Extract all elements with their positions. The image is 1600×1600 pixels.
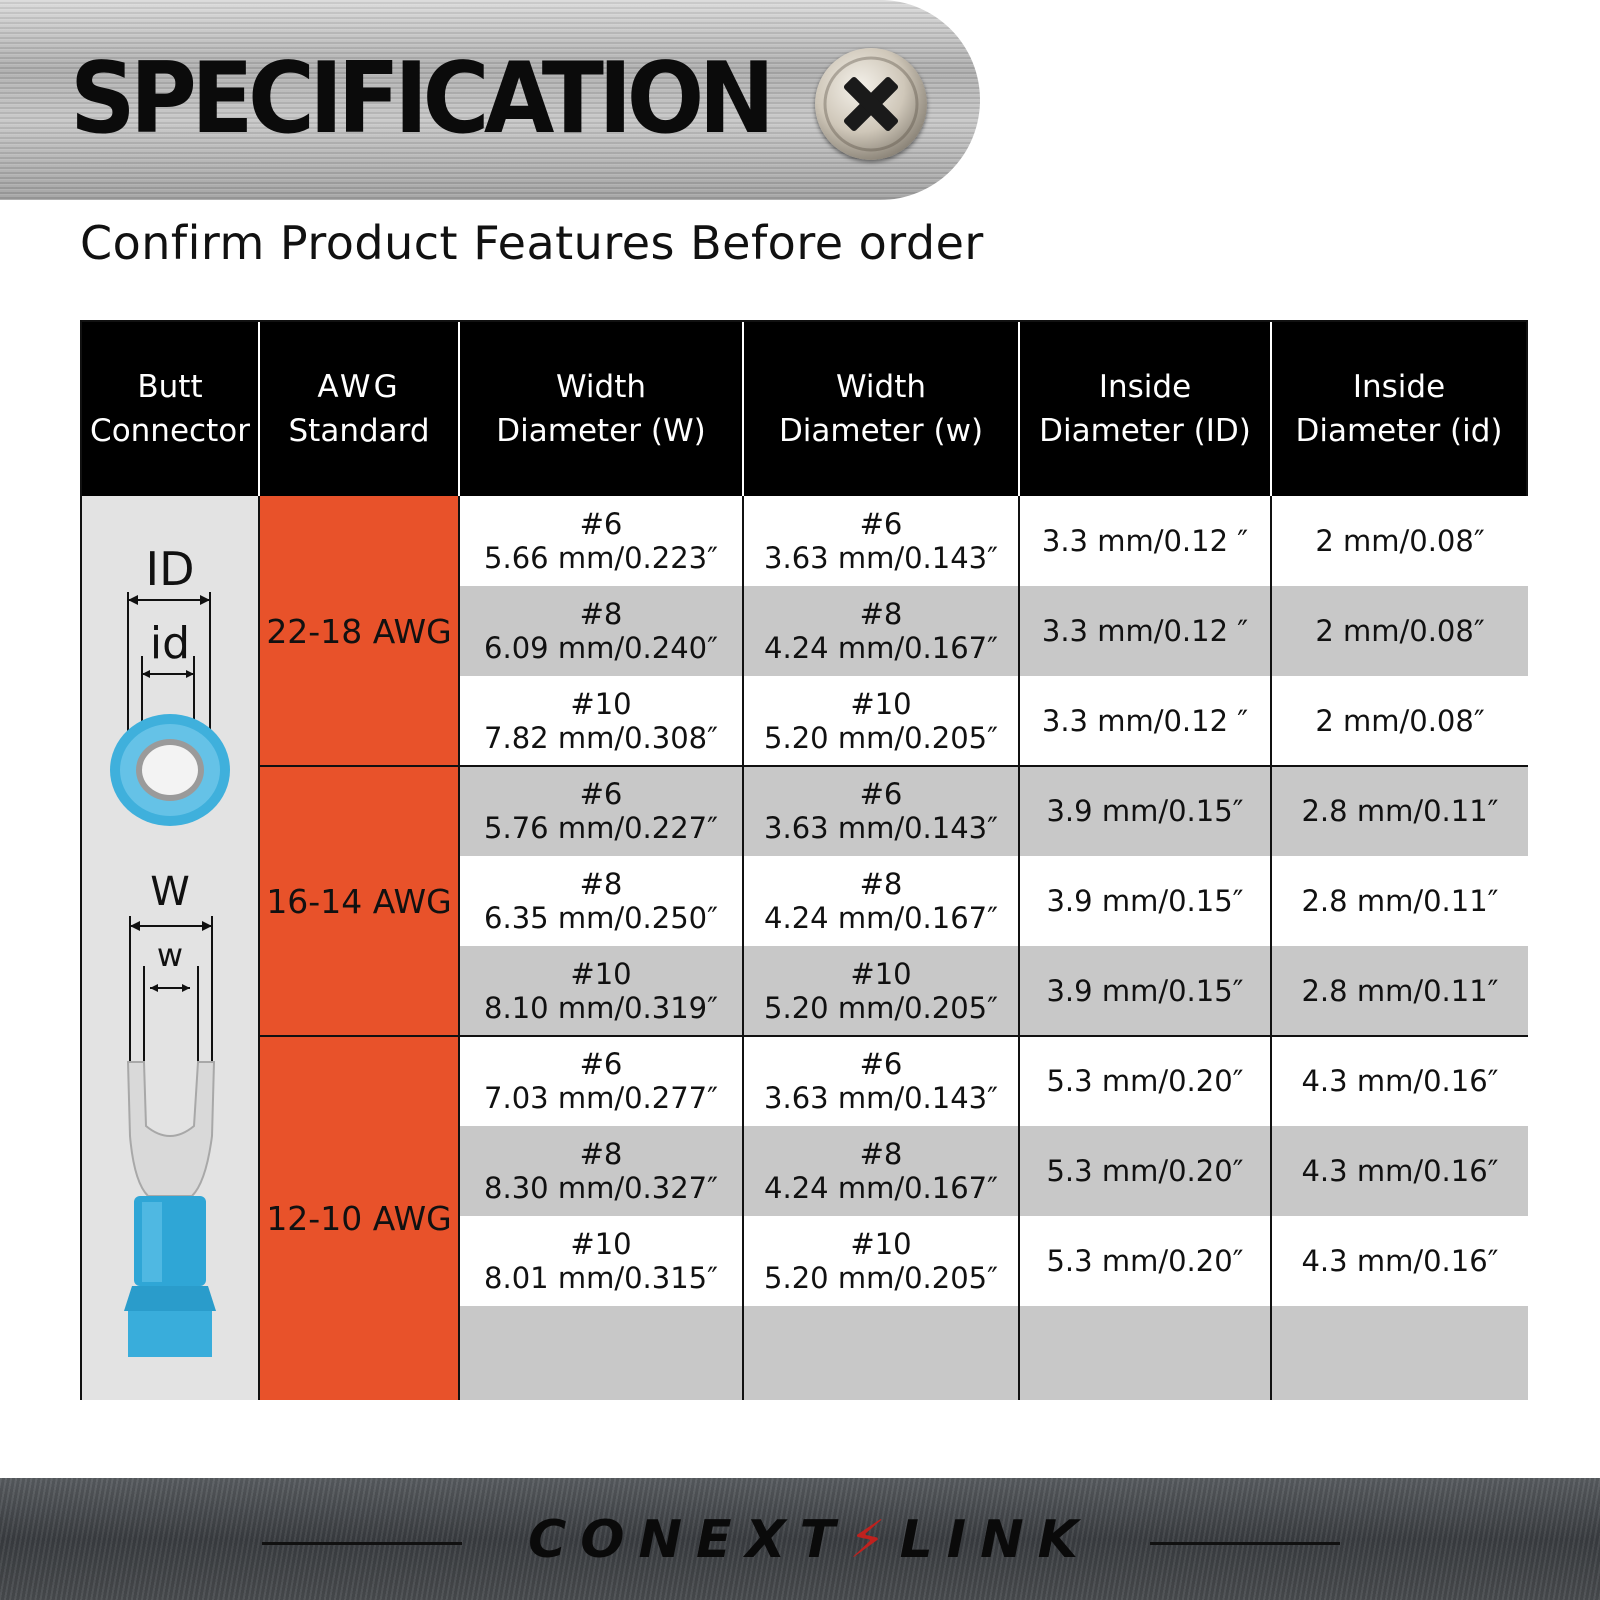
page-subtitle: Confirm Product Features Before order	[80, 216, 984, 270]
header-line: Diameter (w)	[778, 413, 984, 449]
header-butt-connector	[82, 322, 260, 496]
size-label: #6	[859, 777, 903, 811]
cell-width-w	[744, 586, 1020, 676]
header-line: Connector	[90, 413, 250, 449]
cell-inside-ID: 3.9 mm/0.15″	[1020, 766, 1272, 856]
cell-inside-ID: 3.9 mm/0.15″	[1020, 856, 1272, 946]
value: 4.24 mm/0.167″	[764, 1171, 998, 1205]
header-line: Diameter (W)	[496, 413, 706, 449]
table-row	[460, 1216, 1528, 1306]
header-inside-diameter-id	[1272, 322, 1526, 496]
cell-inside-id: 2 mm/0.08″	[1315, 704, 1485, 738]
header-line: Diameter (ID)	[1039, 413, 1251, 449]
size-label: #6	[859, 507, 903, 541]
cell-width-W	[460, 1216, 744, 1306]
header-width-diameter-W	[460, 322, 744, 496]
cell-inside-ID: 3.3 mm/0.12 ″	[1020, 586, 1272, 676]
cell-width-W	[460, 766, 744, 856]
value: 3.63 mm/0.143″	[764, 1081, 998, 1115]
table-header	[82, 322, 1526, 496]
cell-width-w	[744, 496, 1020, 586]
size-label: #10	[570, 1227, 632, 1261]
cell-inside-id: 4.3 mm/0.16″	[1301, 1244, 1499, 1278]
size-label: #10	[850, 1227, 912, 1261]
size-label: #10	[850, 957, 912, 991]
size-label: #8	[579, 1137, 623, 1171]
cell-empty	[1020, 1306, 1272, 1400]
header-line: Width	[835, 369, 927, 405]
cell-inside-id: 4.3 mm/0.16″	[1301, 1154, 1499, 1188]
cell-inside-ID: 5.3 mm/0.20″	[1020, 1126, 1272, 1216]
value: 3.63 mm/0.143″	[764, 541, 998, 575]
group-divider	[260, 765, 1528, 767]
cell-empty	[460, 1306, 744, 1400]
cell-width-w	[744, 1216, 1020, 1306]
value: 5.20 mm/0.205″	[764, 991, 998, 1025]
header-line: Inside	[1098, 369, 1192, 405]
cell-width-W	[460, 856, 744, 946]
table-row	[460, 1036, 1528, 1126]
cell-width-W	[460, 1036, 744, 1126]
size-label: #8	[579, 597, 623, 631]
cell-inside-id: 4.3 mm/0.16″	[1301, 1064, 1499, 1098]
header-inside-diameter-ID	[1020, 322, 1272, 496]
lightning-bolt-icon: ⚡	[849, 1510, 900, 1570]
size-label: #8	[859, 597, 903, 631]
page-title: SPECIFICATION	[70, 42, 770, 156]
footer-bar	[0, 1478, 1600, 1600]
cell-width-w	[744, 1036, 1020, 1126]
value: 4.24 mm/0.167″	[764, 631, 998, 665]
value: 5.20 mm/0.205″	[764, 1261, 998, 1295]
value: 3.63 mm/0.143″	[764, 811, 998, 845]
table-row	[460, 586, 1528, 676]
table-row	[460, 1126, 1528, 1216]
cell-width-w	[744, 676, 1020, 766]
cell-inside-id: 2.8 mm/0.11″	[1301, 974, 1499, 1008]
value: 5.66 mm/0.223″	[484, 541, 718, 575]
header-line: Width	[555, 369, 647, 405]
header-width-diameter-w	[744, 322, 1020, 496]
cell-width-W	[460, 946, 744, 1036]
cell-width-W	[460, 676, 744, 766]
value: 5.76 mm/0.227″	[484, 811, 718, 845]
cell-inside-ID: 3.3 mm/0.12 ″	[1020, 676, 1272, 766]
header-line: Butt	[137, 369, 203, 405]
table-row-empty	[460, 1306, 1528, 1400]
size-label: #8	[859, 1137, 903, 1171]
cell-inside-ID: 3.9 mm/0.15″	[1020, 946, 1272, 1036]
value: 8.10 mm/0.319″	[484, 991, 718, 1025]
cell-width-W	[460, 496, 744, 586]
table-row	[460, 946, 1528, 1036]
cell-width-w	[744, 946, 1020, 1036]
header-line: Standard	[288, 413, 430, 449]
brand-right: LINK	[899, 1510, 1092, 1570]
size-label: #6	[579, 507, 623, 541]
cell-inside-id: 2 mm/0.08″	[1315, 614, 1485, 648]
value: 8.01 mm/0.315″	[484, 1261, 718, 1295]
size-label: #10	[850, 687, 912, 721]
cell-width-W	[460, 1126, 744, 1216]
screw-icon	[815, 48, 927, 160]
cell-width-W	[460, 586, 744, 676]
connector-diagram	[82, 496, 260, 1400]
group-divider	[260, 1035, 1528, 1037]
cell-inside-ID: 5.3 mm/0.20″	[1020, 1216, 1272, 1306]
cell-inside-id: 2.8 mm/0.11″	[1301, 884, 1499, 918]
cell-inside-ID: 5.3 mm/0.20″	[1020, 1036, 1272, 1126]
value: 7.03 mm/0.277″	[484, 1081, 718, 1115]
table-row	[460, 856, 1528, 946]
size-label: #8	[579, 867, 623, 901]
value: 4.24 mm/0.167″	[764, 901, 998, 935]
cell-inside-ID: 3.3 mm/0.12 ″	[1020, 496, 1272, 586]
label-ID: ID	[145, 542, 195, 596]
size-label: #10	[570, 687, 632, 721]
awg-group-2: 16-14 AWG	[260, 766, 460, 1036]
cell-width-w	[744, 1126, 1020, 1216]
cell-empty	[1272, 1306, 1528, 1400]
size-label: #8	[859, 867, 903, 901]
table-row	[460, 676, 1528, 766]
header-line: Diameter (id)	[1295, 413, 1503, 449]
label-W: W	[150, 869, 190, 915]
spec-table	[80, 320, 1528, 1400]
label-id: id	[149, 618, 191, 669]
label-w: w	[156, 936, 184, 974]
brand-left: CONEXT	[528, 1510, 850, 1570]
cell-width-w	[744, 766, 1020, 856]
value: 8.30 mm/0.327″	[484, 1171, 718, 1205]
size-label: #6	[859, 1047, 903, 1081]
awg-group-1: 22-18 AWG	[260, 496, 460, 766]
value: 6.09 mm/0.240″	[484, 631, 718, 665]
table-row	[460, 766, 1528, 856]
header-awg-standard	[260, 322, 460, 496]
cell-inside-id: 2.8 mm/0.11″	[1301, 794, 1499, 828]
table-row	[460, 496, 1528, 586]
size-label: #6	[579, 1047, 623, 1081]
header-line: AWG	[317, 369, 401, 405]
size-label: #10	[570, 957, 632, 991]
brand-logo	[480, 1510, 1140, 1570]
cell-width-w	[744, 856, 1020, 946]
cell-empty	[744, 1306, 1020, 1400]
value: 5.20 mm/0.205″	[764, 721, 998, 755]
footer-rule-left	[262, 1542, 462, 1545]
header-line: Inside	[1352, 369, 1446, 405]
header-banner	[0, 0, 980, 200]
value: 7.82 mm/0.308″	[484, 721, 718, 755]
footer-rule-right	[1150, 1542, 1340, 1545]
size-label: #6	[579, 777, 623, 811]
cell-inside-id: 2 mm/0.08″	[1315, 524, 1485, 558]
value: 6.35 mm/0.250″	[484, 901, 718, 935]
awg-group-3: 12-10 AWG	[260, 1036, 460, 1400]
